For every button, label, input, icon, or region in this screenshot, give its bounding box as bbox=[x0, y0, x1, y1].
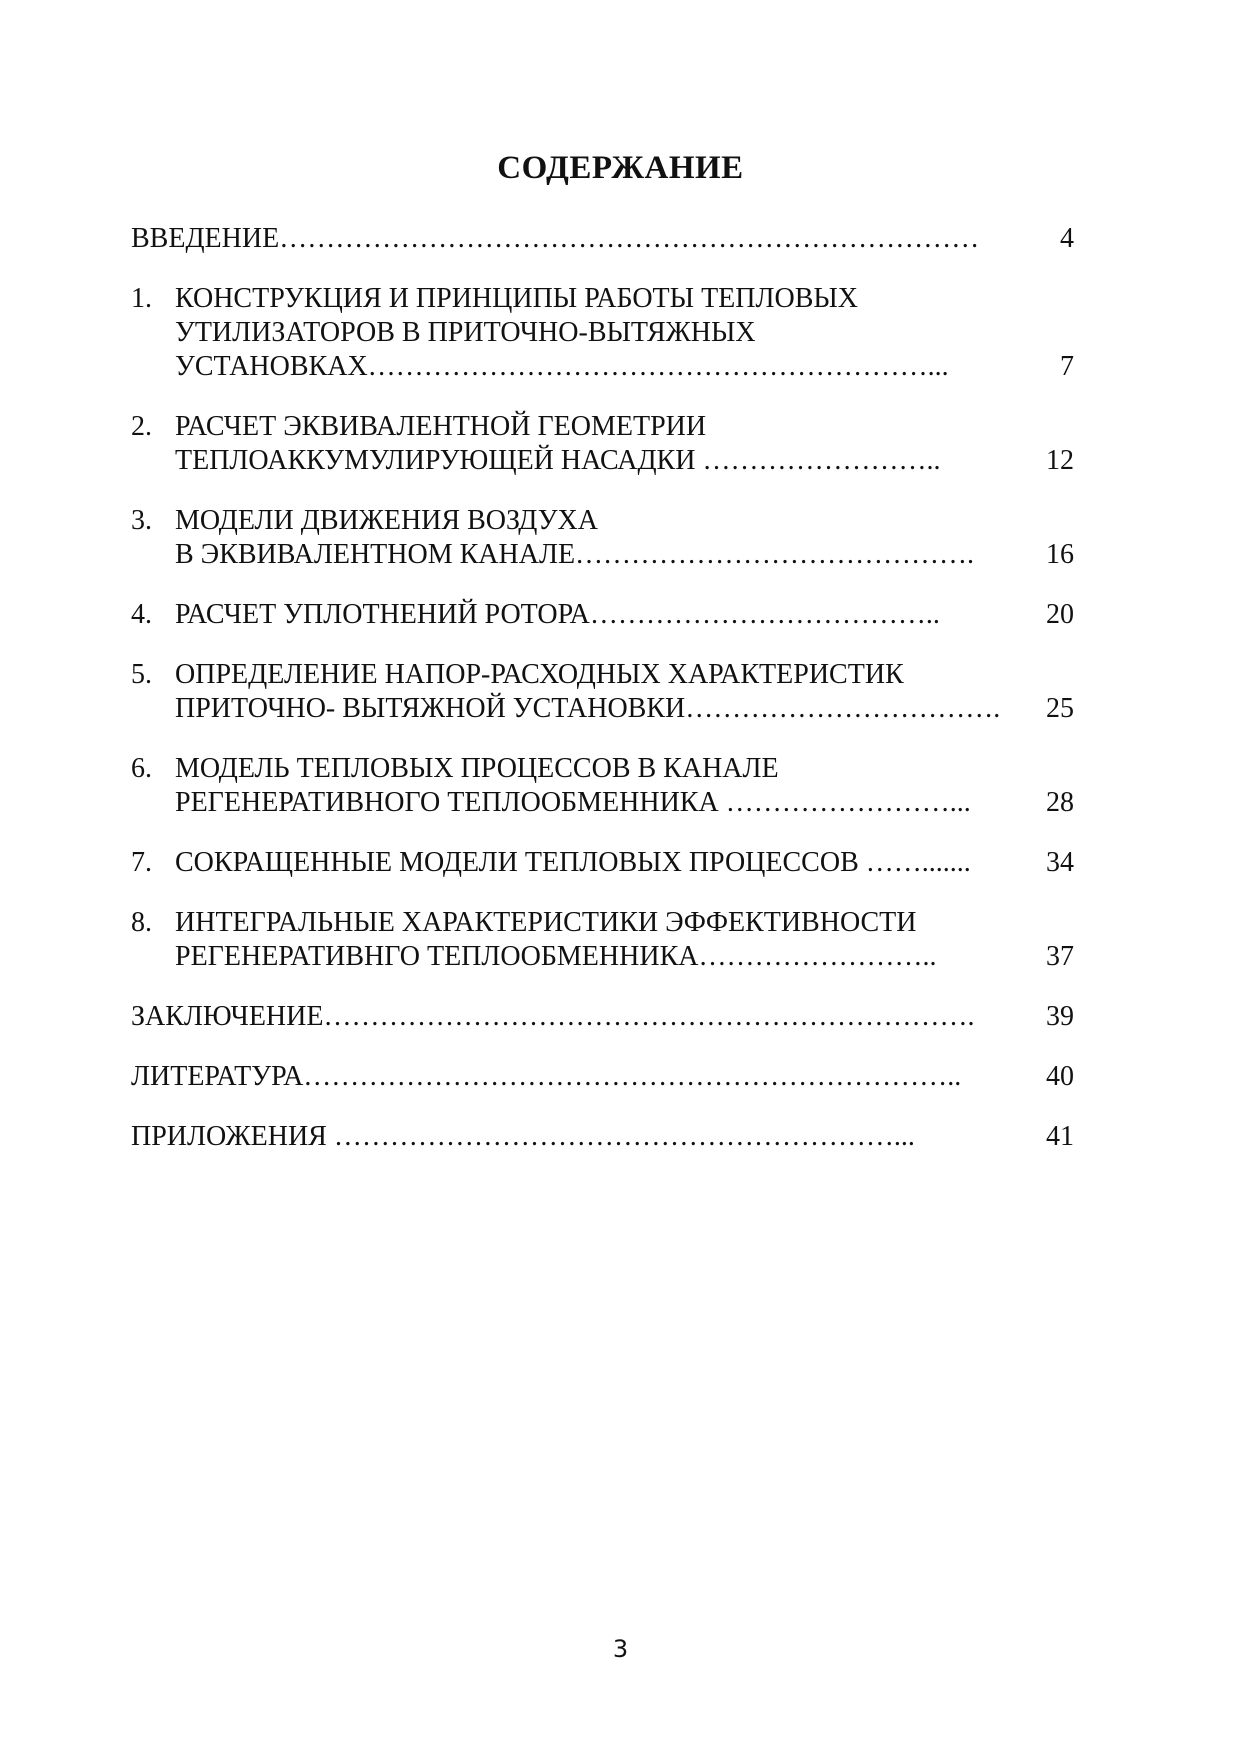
toc-entry-page: 39 bbox=[1046, 1001, 1074, 1032]
toc-entry-number: 8. bbox=[131, 907, 152, 938]
toc-entry-page: 7 bbox=[1060, 351, 1074, 382]
toc-entry-number: 3. bbox=[131, 505, 152, 536]
toc-entry-text: ЗАКЛЮЧЕНИЕ……………………………………………………………. bbox=[131, 1001, 975, 1032]
toc-entry-text: СОКРАЩЕННЫЕ МОДЕЛИ ТЕПЛОВЫХ ПРОЦЕССОВ ……....... bbox=[175, 847, 971, 878]
toc-entry-page: 34 bbox=[1046, 847, 1074, 878]
toc-entry-text: РАСЧЕТ ЭКВИВАЛЕНТНОЙ ГЕОМЕТРИИ ТЕПЛОАККУМУЛИРУЮЩЕЙ НАСАДКИ …………………….. bbox=[175, 411, 941, 476]
toc-entry-literature[interactable] bbox=[131, 1060, 1074, 1094]
toc-entry-number: 7. bbox=[131, 847, 152, 878]
toc-entry-introduction[interactable] bbox=[131, 222, 1074, 256]
toc-entry-page: 20 bbox=[1046, 599, 1074, 630]
page-number: 3 bbox=[612, 1635, 629, 1663]
toc-entry-page: 40 bbox=[1046, 1061, 1074, 1092]
toc-entry-chapter-4[interactable] bbox=[131, 598, 1074, 632]
toc-entry-chapter-7[interactable] bbox=[131, 846, 1074, 880]
toc-entry-page: 41 bbox=[1046, 1121, 1074, 1152]
toc-entry-number: 2. bbox=[131, 411, 152, 442]
toc-entry-text: МОДЕЛИ ДВИЖЕНИЯ ВОЗДУХА В ЭКВИВАЛЕНТНОМ КАНАЛЕ……………………………………. bbox=[175, 505, 975, 570]
toc-entry-text: ПРИЛОЖЕНИЯ ……………………………………………………... bbox=[131, 1121, 915, 1152]
toc-entry-chapter-3[interactable] bbox=[131, 504, 1074, 572]
toc-entry-page: 12 bbox=[1046, 445, 1074, 476]
toc-entry-text: ЛИТЕРАТУРА…………………………………………………………….. bbox=[131, 1061, 962, 1092]
toc-entry-conclusion[interactable] bbox=[131, 1000, 1074, 1034]
toc-entry-text: ВВЕДЕНИЕ………………………………………………………………… bbox=[131, 223, 980, 254]
toc-entry-text: РАСЧЕТ УПЛОТНЕНИЙ РОТОРА……………………………….. bbox=[175, 599, 940, 630]
toc-entry-text: ОПРЕДЕЛЕНИЕ НАПОР-РАСХОДНЫХ ХАРАКТЕРИСТИК ПРИТОЧНО- ВЫТЯЖНОЙ УСТАНОВКИ……………………………. bbox=[175, 659, 1001, 724]
toc-entry-page: 16 bbox=[1046, 539, 1074, 570]
toc-entry-appendices[interactable] bbox=[131, 1120, 1074, 1154]
toc-entry-page: 37 bbox=[1046, 941, 1074, 972]
toc-entry-chapter-5[interactable] bbox=[131, 658, 1074, 726]
page-title: СОДЕРЖАНИЕ bbox=[497, 150, 744, 186]
toc-entry-text: КОНСТРУКЦИЯ И ПРИНЦИПЫ РАБОТЫ ТЕПЛОВЫХ УТИЛИЗАТОРОВ В ПРИТОЧНО-ВЫТЯЖНЫХ УСТАНОВКАХ……………………………………………………... bbox=[175, 283, 949, 382]
toc-entry-number: 4. bbox=[131, 599, 152, 630]
toc-entry-text: ИНТЕГРАЛЬНЫЕ ХАРАКТЕРИСТИКИ ЭФФЕКТИВНОСТИ РЕГЕНЕРАТИВНГО ТЕПЛООБМЕННИКА…………………….. bbox=[175, 907, 937, 972]
table-of-contents bbox=[131, 222, 1074, 1154]
toc-entry-number: 1. bbox=[131, 283, 152, 314]
toc-entry-chapter-1[interactable] bbox=[131, 282, 1074, 384]
toc-entry-number: 5. bbox=[131, 659, 152, 690]
toc-entry-chapter-8[interactable] bbox=[131, 906, 1074, 974]
toc-entry-page: 28 bbox=[1046, 787, 1074, 818]
toc-entry-page: 4 bbox=[1060, 223, 1074, 254]
toc-entry-number: 6. bbox=[131, 753, 152, 784]
toc-entry-chapter-6[interactable] bbox=[131, 752, 1074, 820]
toc-entry-page: 25 bbox=[1046, 693, 1074, 724]
toc-entry-text: МОДЕЛЬ ТЕПЛОВЫХ ПРОЦЕССОВ В КАНАЛЕ РЕГЕНЕРАТИВНОГО ТЕПЛООБМЕННИКА ……………………... bbox=[175, 753, 971, 818]
toc-entry-chapter-2[interactable] bbox=[131, 410, 1074, 478]
